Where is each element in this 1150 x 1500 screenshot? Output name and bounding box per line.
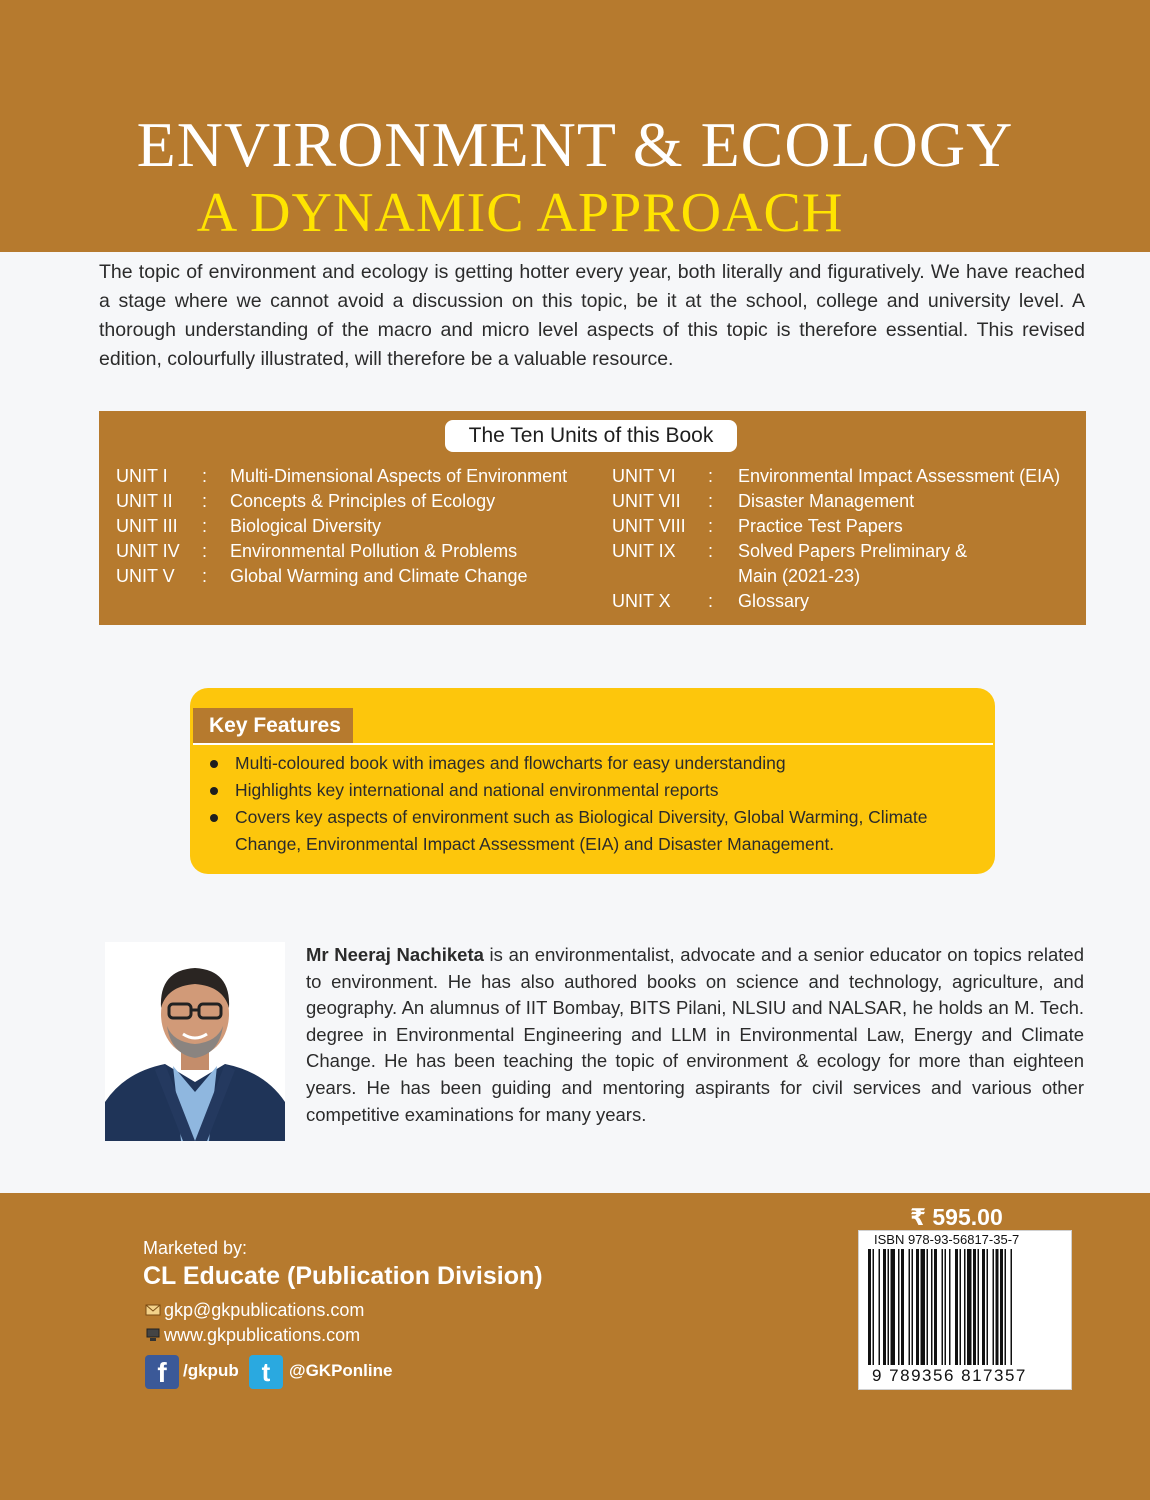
bullet-icon — [210, 760, 218, 768]
unit-separator: : — [202, 466, 208, 486]
unit-title: Biological Diversity — [230, 516, 382, 536]
unit-separator: : — [708, 466, 714, 486]
unit-code: UNIT II — [116, 491, 173, 511]
unit-code: UNIT IV — [116, 541, 180, 561]
unit-separator: : — [708, 516, 714, 536]
unit-title: Solved Papers Preliminary & — [738, 541, 968, 561]
barcode-bar — [927, 1249, 929, 1365]
author-bio — [306, 942, 1084, 1128]
unit-code: UNIT I — [116, 466, 168, 486]
unit-separator: : — [202, 516, 208, 536]
barcode-bar — [949, 1249, 951, 1365]
email-contact — [145, 1298, 364, 1322]
book-subtitle: A DYNAMIC APPROACH — [196, 182, 844, 244]
isbn-label: ISBN 978-93-56817-35-7 — [874, 1232, 1020, 1247]
author-photo — [105, 942, 285, 1141]
barcode-bar — [888, 1249, 890, 1365]
twitter-icon: t — [249, 1355, 283, 1389]
barcode-icon — [866, 1249, 1064, 1365]
units-heading: The Ten Units of this Book — [445, 420, 737, 452]
barcode-bar — [987, 1249, 989, 1365]
barcode-bar — [921, 1249, 926, 1365]
email-text: gkp@gkpublications.com — [164, 1300, 365, 1320]
bullet-icon — [210, 814, 218, 822]
unit-code: UNIT VII — [612, 491, 681, 511]
unit-title: Glossary — [738, 591, 810, 611]
barcode-bar — [912, 1249, 914, 1365]
author-bio-text: is an environmentalist, advocate and a senior educator on topics related to environment. He has also authored books on science and technology, agriculture, and geography. An alumnus of IIT Bombay, BITS Pilani, NLSIU and NALSAR, he holds an M. Tech. degree in Environmental Engineering and LLM in Environmental Law, Energy and Climate Change. He has been teaching the topic of environment & ecology for more than eighteen years. He has been guiding and mentoring aspirants for civil services and various other competitive examinations for many years. — [306, 944, 1084, 1125]
author-name: Mr Neeraj Nachiketa — [306, 944, 484, 965]
computer-icon — [145, 1328, 161, 1342]
barcode-bar — [909, 1249, 911, 1365]
barcode-bar — [960, 1249, 962, 1365]
barcode-bar — [945, 1249, 947, 1365]
feature-text: Covers key aspects of environment such as Biological Diversity, Global Warming, Climate Change, Environmental Impact Assessment (EIA) and Disaster Management. — [235, 807, 928, 854]
unit-separator: : — [708, 491, 714, 511]
intro-paragraph: The topic of environment and ecology is getting hotter every year, both literally and figuratively. We have reached a stage where we cannot avoid a discussion on this topic, be it at the school, college and university level. A thorough understanding of the macro and micro level aspects of this topic is therefore essential. This revised edition, colourfully illustrated, will therefore be a valuable resource. — [99, 261, 1085, 370]
unit-title: Global Warming and Climate Change — [230, 566, 528, 586]
unit-separator: : — [202, 566, 208, 586]
key-features-divider — [193, 743, 993, 745]
marketed-label: Marketed by: — [143, 1238, 248, 1258]
barcode-bar — [868, 1249, 871, 1365]
unit-title: Environmental Impact Assessment (EIA) — [738, 466, 1061, 486]
unit-separator: : — [708, 591, 714, 611]
unit-code: UNIT IX — [612, 541, 676, 561]
key-features-heading: Key Features — [193, 708, 353, 743]
unit-title-continuation: Main (2021-23) — [738, 566, 861, 586]
barcode-bar — [883, 1249, 886, 1365]
barcode-bar — [916, 1249, 919, 1365]
barcode-bar — [931, 1249, 933, 1365]
unit-code: UNIT V — [116, 566, 175, 586]
feature-text: Highlights key international and national environmental reports — [235, 780, 719, 800]
barcode-bar — [973, 1249, 976, 1365]
unit-separator: : — [708, 541, 714, 561]
barcode-bar — [898, 1249, 900, 1365]
barcode-bar — [879, 1249, 881, 1365]
barcode-digits: 9 789356 817357 — [872, 1366, 1027, 1385]
barcode-bar — [934, 1249, 937, 1365]
unit-title: Practice Test Papers — [738, 516, 903, 536]
book-title: ENVIRONMENT & ECOLOGY — [136, 109, 1014, 180]
barcode-bar — [891, 1249, 896, 1365]
barcode-bar — [978, 1249, 980, 1365]
unit-title: Disaster Management — [738, 491, 915, 511]
price-label: ₹ 595.00 — [910, 1204, 1003, 1230]
unit-title: Multi-Dimensional Aspects of Environment — [230, 466, 568, 486]
website-contact — [145, 1323, 360, 1347]
unit-separator: : — [202, 541, 208, 561]
barcode-bar — [996, 1249, 999, 1365]
unit-code: UNIT III — [116, 516, 178, 536]
barcode-bar — [1011, 1249, 1013, 1365]
unit-title: Environmental Pollution & Problems — [230, 541, 518, 561]
barcode-bar — [982, 1249, 985, 1365]
facebook-icon: f — [145, 1355, 179, 1389]
unit-code: UNIT VIII — [612, 516, 686, 536]
website-text: www.gkpublications.com — [164, 1325, 361, 1345]
facebook-handle: /gkpub — [183, 1361, 239, 1380]
unit-code: UNIT VI — [612, 466, 676, 486]
author-portrait-icon — [105, 942, 285, 1141]
barcode-bar — [967, 1249, 972, 1365]
unit-separator: : — [202, 491, 208, 511]
unit-title: Concepts & Principles of Ecology — [230, 491, 496, 511]
barcode-bar — [1000, 1249, 1003, 1365]
email-icon — [145, 1303, 161, 1317]
barcode-bar — [901, 1249, 904, 1365]
barcode-bar — [964, 1249, 966, 1365]
bullet-icon — [210, 787, 218, 795]
barcode-bar — [942, 1249, 944, 1365]
barcode-bar — [1005, 1249, 1007, 1365]
unit-code: UNIT X — [612, 591, 671, 611]
barcode-bar — [955, 1249, 958, 1365]
twitter-handle: @GKPonline — [289, 1361, 393, 1380]
feature-text: Multi-coloured book with images and flowcharts for easy understanding — [235, 753, 786, 773]
barcode-bar — [993, 1249, 995, 1365]
barcode-bar — [873, 1249, 875, 1365]
publisher-name: CL Educate (Publication Division) — [143, 1262, 543, 1290]
